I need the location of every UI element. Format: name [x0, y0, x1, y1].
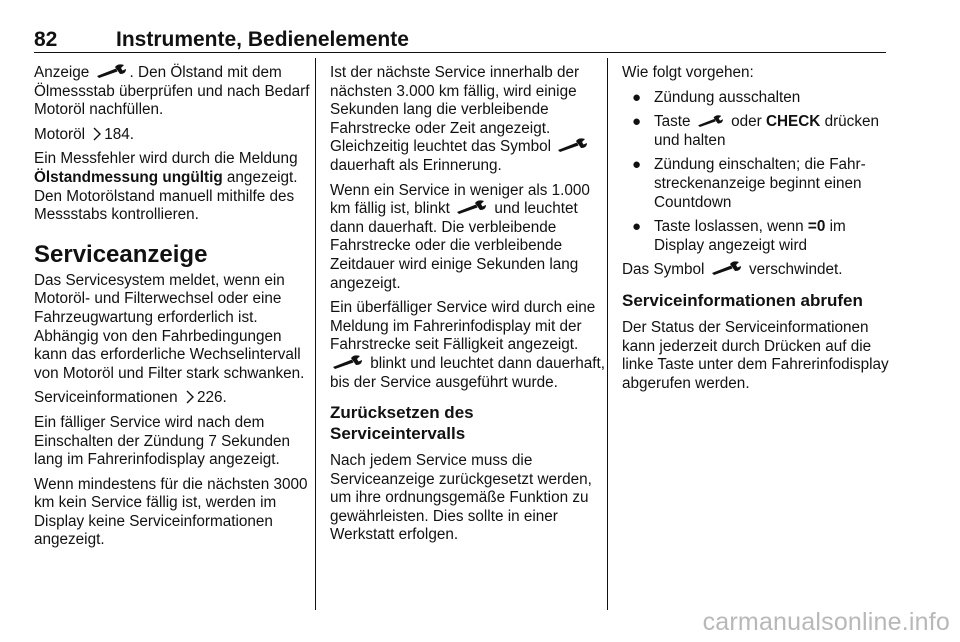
wrench-icon [697, 115, 725, 127]
text: dauerhaft als Erinnerung. [330, 156, 502, 174]
list-item [622, 89, 894, 108]
text: Zündung einschalten; die Fahrstreckenanzeige beginnt einen Countdown [654, 156, 866, 211]
right-arrow-icon [185, 390, 195, 404]
wrench-icon [332, 355, 364, 369]
paragraph [330, 64, 606, 176]
paragraph: Der Status der Serviceinformationen kann jederzeit durch Drücken auf die linke Taste unter dem Fahrerinfodisplay abgerufen werden. [622, 318, 889, 392]
text: im Display angezeigt wird [654, 218, 846, 254]
text: verschwindet. [748, 261, 843, 279]
wrench-icon [711, 261, 743, 275]
text: Taste [654, 113, 691, 131]
column-left [34, 64, 310, 556]
page-reference: 226. [196, 389, 227, 407]
page-header [34, 28, 886, 53]
paragraph [34, 150, 310, 224]
paragraph: Das Servicesystem meldet, wenn ein Motoröl- und Filterwechsel oder eine Fahrzeugwartung erforderlich ist. Abhängig von den Fahrbedingungen kann das erforderliche Wechselintervall von Motoröl und Filter stark schwanken. [34, 271, 305, 382]
paragraph [34, 64, 310, 120]
text: Ein Messfehler wird durch die Meldung [34, 150, 298, 168]
button-name: CHECK [765, 113, 821, 131]
wrench-icon [557, 138, 589, 152]
wrench-icon [456, 200, 488, 214]
bullet: ● [632, 113, 642, 131]
paragraph [330, 299, 606, 392]
list-item [622, 156, 894, 212]
display-value: =0 [807, 218, 826, 236]
chapter-title: Instrumente, Bedienelemente [116, 28, 409, 51]
paragraph: Ein fälliger Service wird nach dem Einschalten der Zündung 7 Sekunden lang im Fahrerinfodisplay angezeigt. [34, 413, 290, 469]
section-heading: Serviceanzeige [34, 240, 208, 268]
column-divider [607, 58, 608, 610]
paragraph [622, 261, 894, 280]
wrench-icon [96, 64, 128, 78]
text: angezeigt. Den Motorölstand manuell mithilfe des Messstabs kontrollieren. [34, 168, 298, 224]
paragraph [34, 126, 310, 145]
text: Anzeige [34, 64, 90, 81]
column-divider [315, 58, 316, 610]
paragraph: Wie folgt vorgehen: [622, 64, 754, 81]
paragraph [330, 182, 606, 294]
column-middle [330, 64, 606, 551]
paragraph [34, 389, 310, 408]
column-right [622, 64, 894, 399]
right-arrow-icon [92, 127, 102, 141]
steps-list [622, 89, 894, 256]
section-heading: Serviceinformationen abrufen [622, 290, 863, 310]
watermark: carmanualsonline.info [702, 608, 950, 636]
list-item [622, 218, 894, 255]
text: oder [731, 113, 762, 131]
text: und leuchtet dann dauerhaft. Die verbleibende Fahrstrecke oder die verbleibende Zeitdauer wird einige Sekunden lang angezeigt. [330, 200, 579, 292]
text: . Den Ölstand mit dem Ölmessstab überprüfen und nach Bedarf Motoröl nachfüllen. [34, 64, 310, 119]
text: Serviceinformationen [34, 389, 178, 407]
text: Ein überfälliger Service wird durch eine Meldung im Fahrerinfodisplay mit der Fahrstrecke seit Fälligkeit angezeigt. [330, 299, 596, 354]
text: blinkt und leuchtet dann dauerhaft, bis der Service ausgeführt wurde. [330, 354, 605, 391]
bullet: ● [632, 156, 642, 174]
text: Zündung ausschalten [654, 88, 801, 106]
page-number: 82 [34, 28, 58, 51]
text: Wenn ein Service in weniger als 1.000 km fällig ist, blinkt [330, 181, 590, 218]
text: Motoröl [34, 125, 86, 143]
bullet: ● [632, 218, 642, 236]
text: Ist der nächste Service innerhalb der nächsten 3.000 km fällig, wird einige Sekunden lang die verbleibende Fahrstrecke oder Zeit angezeigt. Gleichzeitig leuchtet das Symbol [330, 64, 580, 156]
message-name: Ölstandmessung ungültig [34, 168, 223, 186]
bullet: ● [632, 88, 642, 106]
page-reference: 184. [104, 125, 135, 143]
list-item [622, 113, 894, 150]
text: Taste loslassen, wenn [654, 218, 804, 236]
text: drücken und halten [654, 113, 879, 149]
text: Das Symbol [622, 261, 705, 279]
paragraph: Wenn mindestens für die nächsten 3000 km kein Service fällig ist, werden im Display keine Serviceinformationen angezeigt. [34, 475, 308, 549]
paragraph: Nach jedem Service muss die Serviceanzeige zurückgesetzt werden, um ihre ordnungsgemäße Funktion zu gewährleisten. Dies sollte in einer Werkstatt erfolgen. [330, 452, 592, 544]
section-heading: Zurücksetzen des Serviceintervalls [330, 403, 474, 444]
